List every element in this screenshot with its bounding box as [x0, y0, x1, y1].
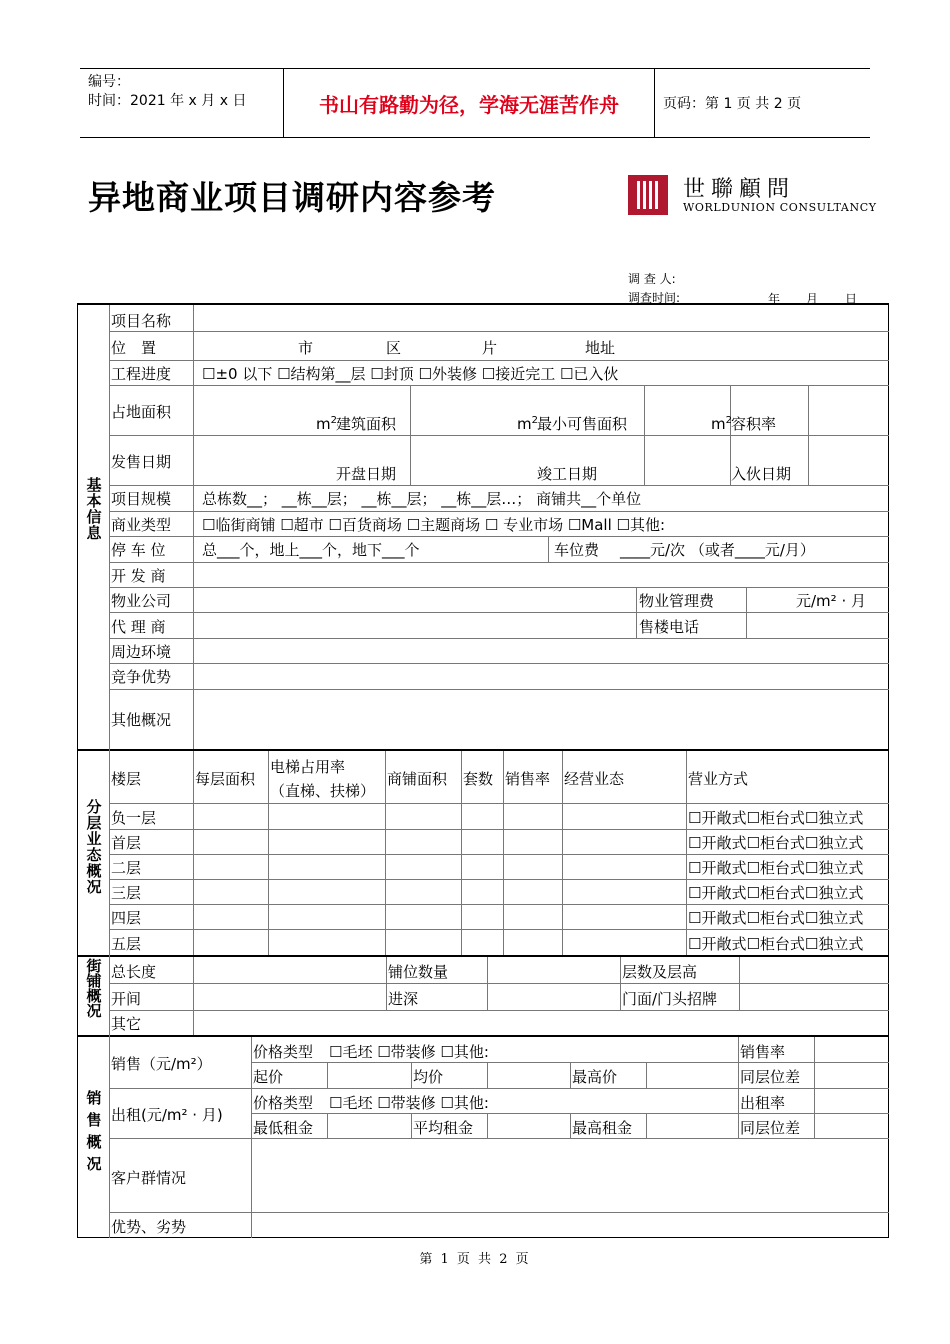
min-sale-area-label: 最小可售面积: [537, 415, 628, 433]
logo-mark-icon: [628, 175, 668, 215]
business-type-header: 经营业态: [564, 770, 625, 788]
signboard-label: 门面/门头招牌: [622, 990, 718, 1008]
address-label: 地址: [585, 339, 616, 357]
avg-price-label: 均价: [413, 1068, 444, 1086]
number-label: 编号：: [88, 74, 130, 90]
sale-rate-label: 销售率: [740, 1043, 786, 1061]
competition-label: 竞争优势: [111, 668, 172, 686]
operation-mode-options[interactable]: ☐开敞式☐柜台式☐独立式: [688, 909, 864, 927]
parking-label: 停 车 位: [111, 541, 166, 559]
operation-mode-options[interactable]: ☐开敞式☐柜台式☐独立式: [688, 884, 864, 902]
price-type-label: 价格类型: [253, 1043, 314, 1061]
price-type-options[interactable]: ☐毛坯 ☐带装修 ☐其他:: [329, 1043, 489, 1061]
rent-rate-label: 出租率: [740, 1094, 786, 1112]
street-other-label: 其它: [111, 1015, 142, 1033]
year-label: 年: [768, 292, 781, 306]
floor-row-label: 三层: [111, 884, 142, 902]
floor-row-label: 四层: [111, 909, 142, 927]
elevator-type-header: （直梯、扶梯）: [270, 782, 376, 800]
page-info: 页码：第 1 页 共 2 页: [663, 96, 802, 112]
survey-form-table: [77, 303, 889, 1238]
biz-type-options[interactable]: ☐临街商铺 ☐超市 ☐百货商场 ☐主题商场 ☐ 专业市场 ☐Mall ☐其他:: [202, 516, 666, 534]
area-per-floor-header: 每层面积: [195, 770, 256, 788]
unit-m2: $m^2$: [711, 415, 732, 433]
district-label: 区: [386, 339, 402, 357]
levels-label: 层数及层高: [622, 963, 698, 981]
surroundings-label: 周边环境: [111, 643, 172, 661]
build-area-label: 建筑面积: [336, 415, 397, 433]
project-name-label: 项目名称: [111, 312, 172, 330]
page-footer: 第 1 页 共 2 页: [419, 1252, 531, 1267]
floor-row-label: 首层: [111, 834, 142, 852]
floor-diff-label: 同层位差: [740, 1068, 801, 1086]
city-label: 市: [298, 339, 314, 357]
price-type-label: 价格类型: [253, 1094, 314, 1112]
parking-value: 总___个，地上___个，地下___个: [202, 541, 420, 559]
avg-rent-label: 平均租金: [413, 1119, 474, 1137]
zone-label: 片: [482, 339, 498, 357]
operation-mode-options[interactable]: ☐开敞式☐柜台式☐独立式: [688, 834, 864, 852]
agent-label: 代 理 商: [111, 618, 166, 636]
operation-mode-options[interactable]: ☐开敞式☐柜台式☐独立式: [688, 859, 864, 877]
page-header: [80, 68, 870, 138]
frontage-label: 开间: [111, 990, 142, 1008]
document-title: 异地商业项目调研内容参考: [88, 178, 496, 217]
property-co-label: 物业公司: [111, 592, 172, 610]
shop-area-header: 商铺面积: [387, 770, 448, 788]
sales-phone-label: 售楼电话: [639, 618, 700, 636]
floor-row-label: 五层: [111, 935, 142, 953]
move-in-date-label: 入伙日期: [731, 465, 792, 483]
logo-en-text: WORLDUNION CONSULTANCY: [683, 201, 877, 214]
parking-fee-value: ____元/次 （或者____元/月）: [620, 541, 815, 559]
logo-cn-text: 世聯顧問: [683, 177, 796, 202]
floor-col-header: 楼层: [111, 770, 142, 788]
floor-row-label: 二层: [111, 859, 142, 877]
mgmt-fee-label: 物业管理费: [639, 592, 715, 610]
finish-date-label: 竣工日期: [537, 465, 598, 483]
pros-cons-label: 优势、劣势: [111, 1218, 187, 1236]
survey-time-label: 调查时间:: [628, 291, 681, 305]
open-date-label: 开盘日期: [336, 465, 397, 483]
parking-fee-label: 车位费: [554, 541, 600, 559]
land-area-label: 占地面积: [111, 403, 172, 421]
location-label: 位 置: [111, 339, 157, 357]
price-type-options[interactable]: ☐毛坯 ☐带装修 ☐其他:: [329, 1094, 489, 1112]
units-header: 套数: [463, 770, 494, 788]
section-street-shops: 街 铺 概 况: [86, 957, 102, 1020]
depth-label: 进深: [388, 990, 419, 1008]
plot-ratio-label: 容积率: [731, 415, 777, 433]
clients-label: 客户群情况: [111, 1169, 187, 1187]
progress-label: 工程进度: [111, 365, 172, 383]
header-motto: 书山有路勤为径，学海无涯苦作舟: [283, 69, 655, 137]
section-floors: 分 层 业 态 概 况: [86, 798, 102, 896]
sale-date-label: 发售日期: [111, 453, 172, 471]
sale-rate-header: 销售率: [505, 770, 551, 788]
day-label: 日: [845, 292, 858, 306]
floor-row-label: 负一层: [111, 809, 157, 827]
header-meta: [88, 73, 246, 111]
section-sales: 销 售 概 况: [86, 1089, 102, 1173]
operation-mode-options[interactable]: ☐开敞式☐柜台式☐独立式: [688, 935, 864, 953]
unit-m2: $m^2$: [316, 415, 337, 433]
elevator-ratio-header: 电梯占用率: [270, 758, 346, 776]
max-rent-label: 最高租金: [572, 1119, 633, 1137]
section-basic-info: 基 本 信 息: [86, 476, 102, 542]
mgmt-fee-unit: 元/m² · 月: [796, 592, 866, 610]
min-rent-label: 最低租金: [253, 1119, 314, 1137]
operation-mode-options[interactable]: ☐开敞式☐柜台式☐独立式: [688, 809, 864, 827]
time-label: 时间：2021 年 x 月 x 日: [88, 93, 247, 109]
developer-label: 开 发 商: [111, 567, 166, 585]
start-price-label: 起价: [253, 1068, 284, 1086]
biz-type-label: 商业类型: [111, 516, 172, 534]
rent-price-label: 出租(元/m² · 月): [111, 1106, 223, 1124]
scale-label: 项目规模: [111, 490, 172, 508]
month-label: 月: [806, 292, 819, 306]
unit-m2: $m^2$: [517, 415, 538, 433]
progress-options[interactable]: ☐±0 以下 ☐结构第__层 ☐封顶 ☐外装修 ☐接近完工 ☐已入伙: [202, 365, 619, 383]
investigator-label: 调 查 人:: [628, 272, 676, 286]
total-length-label: 总长度: [111, 963, 157, 981]
scale-value: 总栋数__； __栋__层； __栋__层； __栋__层…； 商铺共__个单位: [202, 490, 642, 508]
operation-mode-header: 营业方式: [688, 770, 749, 788]
sale-price-label: 销售（元/m²）: [111, 1055, 212, 1073]
shop-count-label: 铺位数量: [388, 963, 449, 981]
floor-diff-label: 同层位差: [740, 1119, 801, 1137]
other-overview-label: 其他概况: [111, 711, 172, 729]
max-price-label: 最高价: [572, 1068, 618, 1086]
